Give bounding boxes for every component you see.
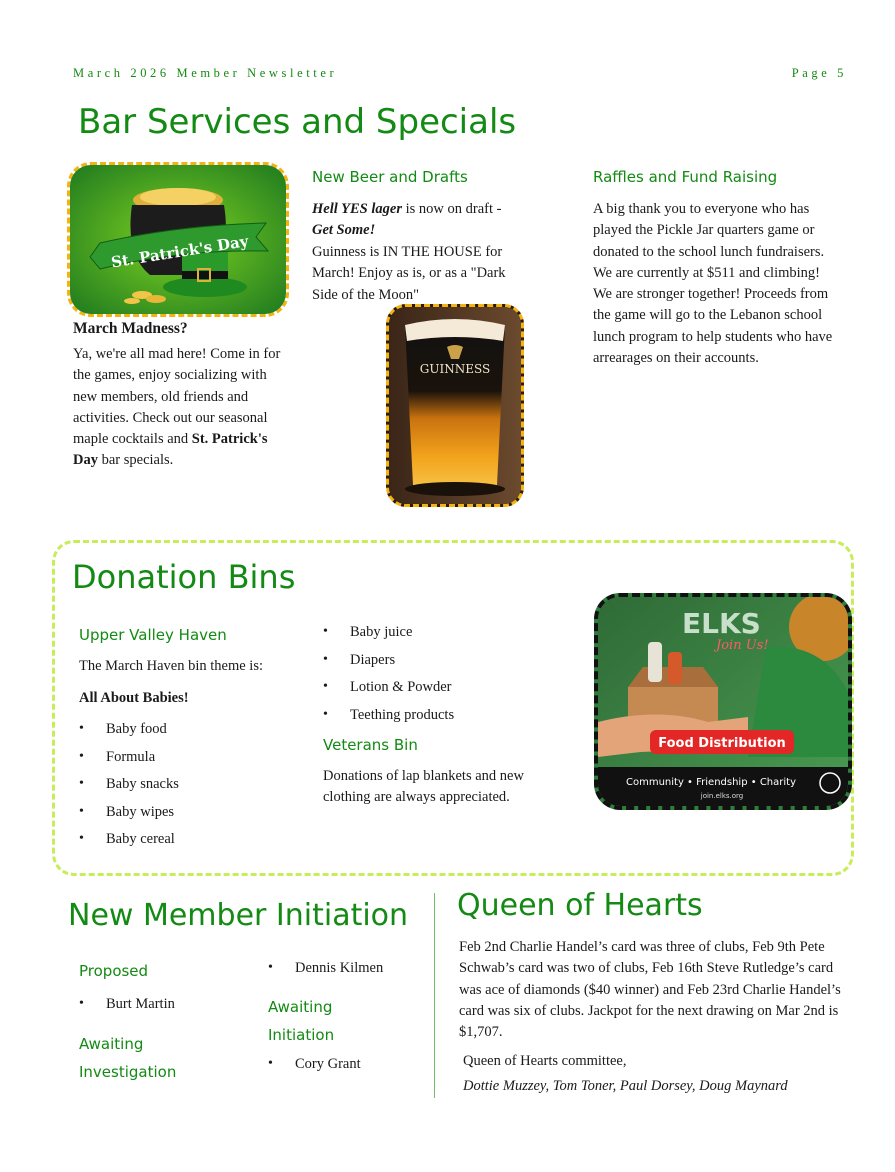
- list-item: • Diapers: [323, 650, 454, 678]
- awaiting-initiation-heading: Awaiting Initiation: [268, 998, 335, 1044]
- list-item: • Teething products: [323, 705, 454, 733]
- queen-title: Queen of Hearts: [457, 888, 703, 923]
- march-madness-text: Ya, we're all mad here! Come in for the games, enjoy socializing with new members, old friends and activities. Check out our seasonal maple cocktails and St. Patrick's Day bar specials.: [73, 346, 281, 469]
- st-patricks-image: [67, 162, 289, 317]
- proposed-list: [79, 994, 175, 1022]
- awaiting-initiation-list: [268, 1054, 361, 1082]
- elks-banner-text: Food Distribution: [658, 736, 786, 751]
- haven-heading: Upper Valley Haven: [79, 626, 227, 644]
- list-item: • Formula: [79, 747, 179, 775]
- guinness-label: GUINNESS: [419, 362, 491, 376]
- elks-food-distribution-image: [594, 593, 852, 810]
- investigation-heading: Awaiting Investigation: [79, 1035, 177, 1081]
- queen-committee-label: Queen of Hearts committee,: [463, 1053, 627, 1069]
- march-madness-heading: March Madness?: [73, 320, 188, 337]
- veterans-heading: Veterans Bin: [323, 736, 418, 754]
- newsletter-title: March 2026 Member Newsletter: [73, 66, 338, 80]
- initiation-title: New Member Initiation: [68, 898, 409, 933]
- beer-heading: New Beer and Drafts: [312, 168, 468, 186]
- bar-section-title: Bar Services and Specials: [78, 102, 517, 142]
- st-patricks-banner-text: St. Patrick's Day: [109, 232, 250, 272]
- guinness-image: [386, 304, 524, 507]
- baby-items-list-1: [79, 719, 179, 857]
- list-item: • Baby juice: [323, 622, 454, 650]
- investigation-list: [268, 958, 383, 986]
- haven-intro: The March Haven bin theme is:: [79, 658, 264, 674]
- donation-title: Donation Bins: [72, 558, 296, 596]
- list-item: • Lotion & Powder: [323, 677, 454, 705]
- veterans-text: Donations of lap blankets and new clothing are always appreciated.: [323, 768, 524, 806]
- list-item: • Baby wipes: [79, 802, 179, 830]
- list-item: • Dennis Kilmen: [268, 958, 383, 986]
- elks-brand-text: ELKS: [682, 607, 761, 640]
- beer-text-1: Hell YES lager is now on draft - Get Some!: [312, 201, 502, 239]
- raffle-text: A big thank you to everyone who has played the Pickle Jar quarters game or donated to the school lunch fundraisers. We are currently at $511 and climbing! We are stronger together! Proceeds from the game will go to the Lebanon school lunch program to help students who have arrearages on their accounts.: [593, 201, 833, 367]
- queen-committee-names: Dottie Muzzey, Tom Toner, Paul Dorsey, Doug Maynard: [463, 1078, 788, 1094]
- elks-url: join.elks.org: [700, 792, 744, 800]
- raffle-heading: Raffles and Fund Raising: [593, 168, 778, 186]
- list-item: • Cory Grant: [268, 1054, 361, 1082]
- elks-tagline: Community • Friendship • Charity: [626, 777, 796, 788]
- page-number: Page 5: [791, 66, 847, 80]
- list-item: • Baby food: [79, 719, 179, 747]
- proposed-heading: Proposed: [79, 962, 149, 980]
- beer-text-2: Guinness is IN THE HOUSE for March! Enjoy as is, or as a "Dark Side of the Moon": [312, 244, 506, 303]
- elks-script-text: Join Us!: [716, 638, 769, 653]
- list-item: • Baby snacks: [79, 774, 179, 802]
- list-item: • Baby cereal: [79, 829, 179, 857]
- haven-theme: All About Babies!: [79, 690, 189, 706]
- queen-text: Feb 2nd Charlie Handel’s card was three of clubs, Feb 9th Pete Schwab’s card was two of clubs, Feb 16th Steve Rutledge’s card was ace of diamonds ($40 winner) and Feb 23rd Charlie Handel’s card was six of clubs. Jackpot for the next drawing on Mar 2nd is $1,707.: [459, 939, 841, 1041]
- baby-items-list-2: [323, 622, 454, 732]
- list-item: • Burt Martin: [79, 994, 175, 1022]
- column-divider: [434, 893, 435, 1098]
